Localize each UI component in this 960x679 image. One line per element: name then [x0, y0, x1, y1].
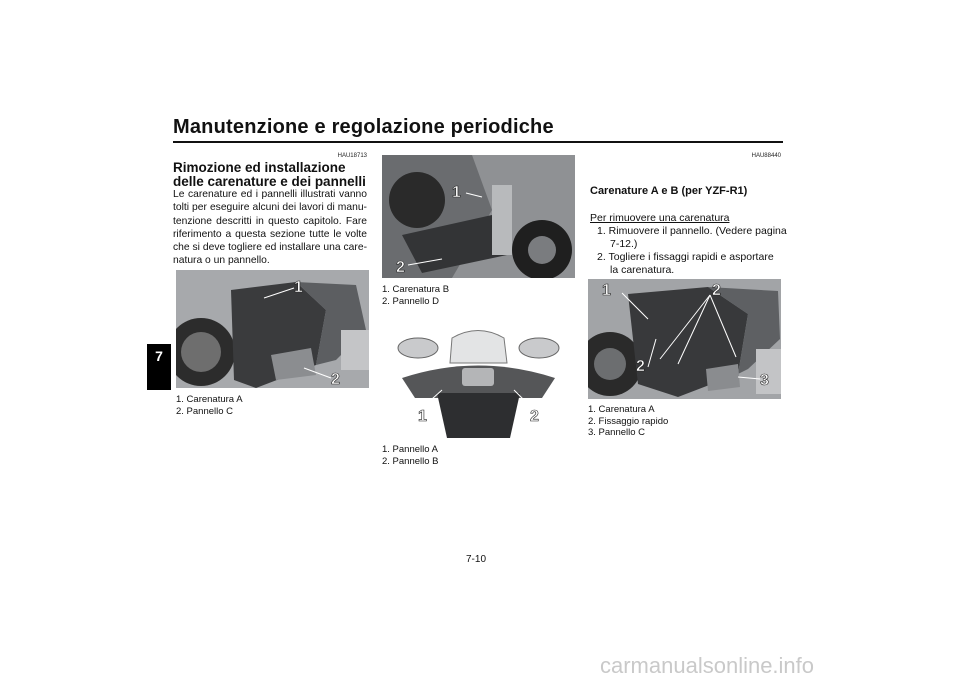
callout-2: 2	[331, 371, 340, 388]
section-code-right: HAU88440	[751, 153, 781, 159]
caption-list-left	[176, 394, 243, 417]
callout-3: 3	[760, 372, 769, 389]
caption-item: 1. Carenatura B	[382, 284, 450, 295]
subsection-heading: Carenature A e B (per YZF-R1)	[590, 185, 748, 197]
callout-2: 2	[636, 358, 645, 375]
page-number: 7-10	[466, 554, 487, 565]
caption-item: 2. Pannello D	[382, 295, 440, 307]
photo-fairing-b	[382, 155, 575, 278]
step-2: 2. Togliere i fissaggi rapidi e asportare la carenatura.	[597, 251, 774, 277]
caption-item: 2. Pannello C	[176, 405, 234, 417]
intro-paragraph: Le carenature ed i pannelli illustrati vanno tolti per eseguire alcuni dei lavori di manu-tenzione descritti in questo capitolo. Fare riferimento a questa sezione tutte le volte che si deve togliere ed installare una care-natura o un pannello.	[173, 189, 367, 267]
section-code: HAU18713	[337, 153, 367, 159]
caption-item: 1. Carenatura A	[176, 394, 243, 405]
caption-list-right	[588, 404, 668, 439]
callout-1: 1	[418, 408, 427, 425]
watermark: carmanualsonline.info	[600, 653, 815, 678]
caption-item: 1. Carenatura A	[588, 404, 655, 415]
caption-list-middle-2	[382, 444, 439, 467]
caption-item: 1. Pannello A	[382, 444, 438, 455]
photo-fairing-a-r1	[588, 279, 781, 399]
photo-fairing-a-left	[176, 270, 369, 388]
step-1: 1. Rimuovere il pannello. (Vedere pagina 7-12.)	[597, 225, 787, 251]
photo-panels-ab	[382, 328, 575, 438]
caption-list-middle-1	[382, 284, 449, 307]
caption-item: 3. Pannello C	[588, 427, 646, 438]
section-title: Rimozione ed installazione delle carenature e dei pannelli	[173, 160, 366, 189]
callout-1: 1	[602, 282, 611, 299]
caption-item: 2. Fissaggio rapido	[588, 415, 669, 427]
caption-item: 2. Pannello B	[382, 455, 439, 467]
callout-2: 2	[396, 259, 405, 276]
header-rule	[173, 141, 783, 143]
chapter-tab: 7	[147, 344, 171, 390]
callout-1: 1	[452, 184, 461, 201]
callout-2: 2	[712, 282, 721, 299]
procedure-heading: Per rimuovere una carenatura	[590, 212, 730, 224]
callout-2: 2	[530, 408, 539, 425]
page-header-title: Manutenzione e regolazione periodiche	[173, 116, 554, 138]
callout-1: 1	[294, 279, 303, 296]
